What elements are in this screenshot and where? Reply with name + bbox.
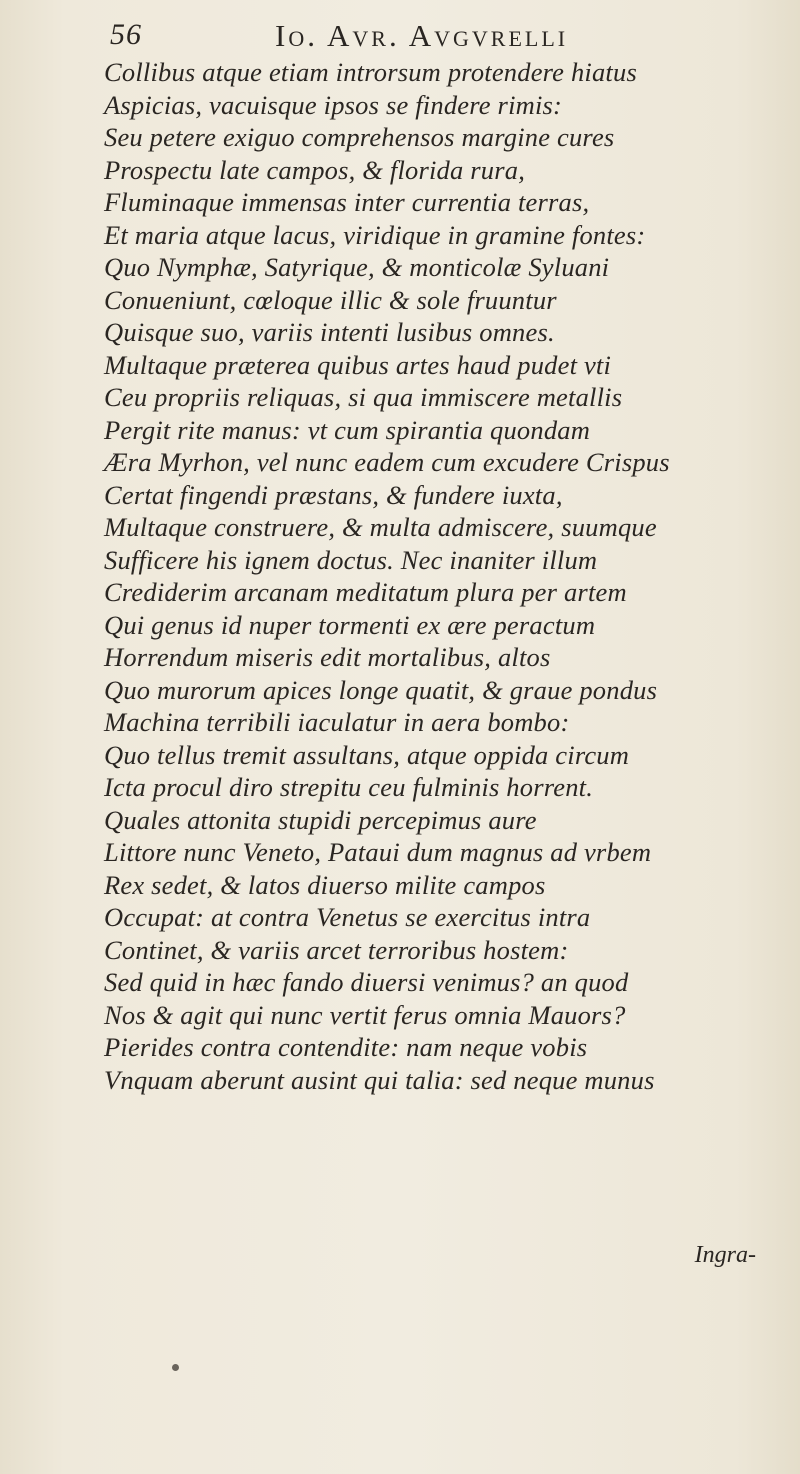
- catchword: Ingra-: [694, 1242, 756, 1268]
- verse-line: Prospectu late campos, & florida rura,: [104, 154, 526, 185]
- verse-line: Quisque suo, variis intenti lusibus omnes.: [104, 317, 555, 347]
- verse-line: Quales attonita stupidi percepimus aure: [104, 804, 537, 835]
- verse-line: Ceu propriis reliquas, si qua immiscere metallis: [104, 382, 623, 412]
- verse-line: Et maria atque lacus, viridique in gramine fontes:: [104, 219, 646, 250]
- verse-line: Occupat: at contra Venetus se exercitus intra: [104, 902, 591, 932]
- verse-line: Sed quid in hæc fando diuersi venimus? an quod: [104, 967, 629, 997]
- verse-line: Multaque præterea quibus artes haud pudet vti: [104, 349, 612, 380]
- verse-line: Æra Myrhon, vel nunc eadem cum excudere Crispus: [104, 447, 670, 477]
- verse-line: Qui genus id nuper tormenti ex ære peractum: [104, 609, 596, 640]
- verse-line: Quo Nymphæ, Satyrique, & monticolæ Syluani: [104, 252, 610, 282]
- ink-spot: [172, 1364, 179, 1371]
- verse-line: Machina terribili iaculatur in aera bombo:: [104, 707, 570, 737]
- verse-line: Horrendum miseris edit mortalibus, altos: [104, 642, 551, 672]
- verse-line: Crediderim arcanam meditatum plura per artem: [104, 577, 627, 607]
- verse-line: Aspicias, vacuisque ipsos se findere rimis:: [104, 89, 563, 120]
- verse-line: Sufficere his ignem doctus. Nec inaniter illum: [104, 544, 598, 575]
- verse-line: Conueniunt, cœloque illic & sole fruuntur: [104, 284, 557, 315]
- verse-line: Continet, & variis arcet terroribus hostem:: [104, 934, 569, 965]
- verse-line: Fluminaque immensas inter currentia terras,: [104, 187, 590, 217]
- running-head: Io. Avr. Avgvrelli: [275, 18, 569, 53]
- verse-line: Certat fingendi præstans, & fundere iuxta,: [104, 479, 563, 510]
- verse-text: [104, 56, 794, 1096]
- verse-line: Quo murorum apices longe quatit, & graue pondus: [104, 674, 658, 705]
- verse-line: Collibus atque etiam introrsum protendere hiatus: [104, 57, 637, 87]
- verse-line: Rex sedet, & latos diuerso milite campos: [104, 869, 546, 900]
- verse-line: Seu petere exiguo comprehensos margine cures: [104, 122, 615, 152]
- verse-line: Nos & agit qui nunc vertit ferus omnia Mauors?: [104, 999, 626, 1030]
- verse-line: Vnquam aberunt ausint qui talia: sed neque munus: [104, 1064, 655, 1095]
- verse-line: Pierides contra contendite: nam neque vobis: [104, 1032, 588, 1062]
- page-number: 56: [110, 18, 142, 51]
- verse-line: Quo tellus tremit assultans, atque oppida circum: [104, 739, 630, 770]
- verse-line: Pergit rite manus: vt cum spirantia quondam: [104, 414, 591, 445]
- verse-line: Multaque construere, & multa admiscere, suumque: [104, 512, 657, 542]
- verse-line: Icta procul diro strepitu ceu fulminis horrent.: [104, 772, 594, 802]
- verse-line: Littore nunc Veneto, Pataui dum magnus ad vrbem: [104, 837, 652, 867]
